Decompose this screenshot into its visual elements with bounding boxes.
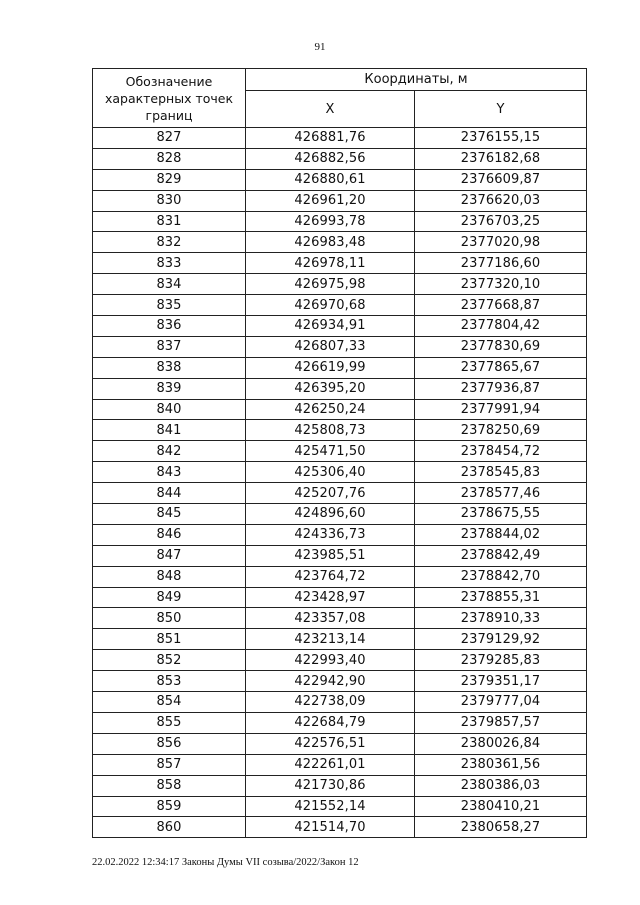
y-coordinate-cell: 2378545,83 [415,462,587,483]
table-row [93,545,587,566]
header-x: X [246,91,415,128]
y-coordinate-cell: 2376609,87 [415,169,587,190]
point-cell: 829 [93,169,246,190]
point-cell: 838 [93,357,246,378]
x-coordinate-cell: 424896,60 [246,504,415,525]
y-coordinate-cell: 2380026,84 [415,733,587,754]
table-row [93,629,587,650]
x-coordinate-cell: 421730,86 [246,775,415,796]
y-coordinate-cell: 2379777,04 [415,692,587,713]
x-coordinate-cell: 426250,24 [246,399,415,420]
table-row [93,169,587,190]
coordinates-table [92,68,587,838]
header-designation: Обозначение характерных точек границ [93,69,246,128]
y-coordinate-cell: 2378910,33 [415,608,587,629]
x-coordinate-cell: 426882,56 [246,148,415,169]
point-cell: 846 [93,524,246,545]
table-row [93,253,587,274]
table-row [93,211,587,232]
point-cell: 831 [93,211,246,232]
y-coordinate-cell: 2377865,67 [415,357,587,378]
x-coordinate-cell: 423357,08 [246,608,415,629]
point-cell: 860 [93,817,246,838]
y-coordinate-cell: 2379857,57 [415,712,587,733]
table-row [93,316,587,337]
point-cell: 857 [93,754,246,775]
point-cell: 853 [93,671,246,692]
table-row [93,754,587,775]
point-cell: 835 [93,295,246,316]
table-row [93,357,587,378]
y-coordinate-cell: 2377668,87 [415,295,587,316]
table-row [93,712,587,733]
point-cell: 834 [93,274,246,295]
point-cell: 828 [93,148,246,169]
x-coordinate-cell: 425207,76 [246,483,415,504]
table-row [93,128,587,149]
point-cell: 842 [93,441,246,462]
point-cell: 844 [93,483,246,504]
header-coordinates: Координаты, м [246,69,587,91]
point-cell: 858 [93,775,246,796]
table-row [93,671,587,692]
table-row [93,441,587,462]
point-cell: 836 [93,316,246,337]
x-coordinate-cell: 422993,40 [246,650,415,671]
point-cell: 859 [93,796,246,817]
y-coordinate-cell: 2378842,49 [415,545,587,566]
table-row [93,378,587,399]
x-coordinate-cell: 422576,51 [246,733,415,754]
point-cell: 833 [93,253,246,274]
x-coordinate-cell: 423764,72 [246,566,415,587]
x-coordinate-cell: 422738,09 [246,692,415,713]
table-row [93,524,587,545]
table-row [93,483,587,504]
y-coordinate-cell: 2380386,03 [415,775,587,796]
table-row [93,608,587,629]
point-cell: 841 [93,420,246,441]
point-cell: 837 [93,336,246,357]
x-coordinate-cell: 426619,99 [246,357,415,378]
point-cell: 856 [93,733,246,754]
y-coordinate-cell: 2378675,55 [415,504,587,525]
x-coordinate-cell: 423428,97 [246,587,415,608]
table-row [93,148,587,169]
y-coordinate-cell: 2378454,72 [415,441,587,462]
table-row [93,336,587,357]
y-coordinate-cell: 2379285,83 [415,650,587,671]
y-coordinate-cell: 2376703,25 [415,211,587,232]
point-cell: 827 [93,128,246,149]
table-row [93,650,587,671]
y-coordinate-cell: 2378842,70 [415,566,587,587]
table-row [93,295,587,316]
y-coordinate-cell: 2376182,68 [415,148,587,169]
point-cell: 854 [93,692,246,713]
y-coordinate-cell: 2377020,98 [415,232,587,253]
y-coordinate-cell: 2376620,03 [415,190,587,211]
y-coordinate-cell: 2380658,27 [415,817,587,838]
point-cell: 852 [93,650,246,671]
x-coordinate-cell: 422942,90 [246,671,415,692]
table-row [93,587,587,608]
point-cell: 850 [93,608,246,629]
x-coordinate-cell: 421552,14 [246,796,415,817]
table-row [93,190,587,211]
point-cell: 849 [93,587,246,608]
x-coordinate-cell: 423985,51 [246,545,415,566]
table-row [93,462,587,483]
point-cell: 832 [93,232,246,253]
header-row-top [93,69,587,91]
y-coordinate-cell: 2378577,46 [415,483,587,504]
x-coordinate-cell: 424336,73 [246,524,415,545]
document-footer: 22.02.2022 12:34:17 Законы Думы VII созыва/2022/Закон 12 [92,857,359,868]
y-coordinate-cell: 2378844,02 [415,524,587,545]
x-coordinate-cell: 426961,20 [246,190,415,211]
y-coordinate-cell: 2378250,69 [415,420,587,441]
y-coordinate-cell: 2377804,42 [415,316,587,337]
x-coordinate-cell: 425808,73 [246,420,415,441]
table-row [93,420,587,441]
x-coordinate-cell: 423213,14 [246,629,415,650]
y-coordinate-cell: 2377186,60 [415,253,587,274]
table-row [93,796,587,817]
point-cell: 830 [93,190,246,211]
x-coordinate-cell: 425471,50 [246,441,415,462]
x-coordinate-cell: 422684,79 [246,712,415,733]
x-coordinate-cell: 426983,48 [246,232,415,253]
x-coordinate-cell: 426880,61 [246,169,415,190]
point-cell: 848 [93,566,246,587]
y-coordinate-cell: 2379129,92 [415,629,587,650]
y-coordinate-cell: 2377320,10 [415,274,587,295]
table-row [93,817,587,838]
y-coordinate-cell: 2377936,87 [415,378,587,399]
table-row [93,775,587,796]
point-cell: 851 [93,629,246,650]
table-row [93,733,587,754]
x-coordinate-cell: 422261,01 [246,754,415,775]
y-coordinate-cell: 2376155,15 [415,128,587,149]
y-coordinate-cell: 2380361,56 [415,754,587,775]
y-coordinate-cell: 2378855,31 [415,587,587,608]
x-coordinate-cell: 426978,11 [246,253,415,274]
y-coordinate-cell: 2379351,17 [415,671,587,692]
header-y: Y [415,91,587,128]
x-coordinate-cell: 425306,40 [246,462,415,483]
table-body [93,128,587,838]
x-coordinate-cell: 426395,20 [246,378,415,399]
y-coordinate-cell: 2377830,69 [415,336,587,357]
y-coordinate-cell: 2377991,94 [415,399,587,420]
point-cell: 845 [93,504,246,525]
point-cell: 840 [93,399,246,420]
table-row [93,692,587,713]
x-coordinate-cell: 426970,68 [246,295,415,316]
x-coordinate-cell: 426934,91 [246,316,415,337]
table-row [93,504,587,525]
point-cell: 855 [93,712,246,733]
y-coordinate-cell: 2380410,21 [415,796,587,817]
point-cell: 839 [93,378,246,399]
page-number: 91 [314,41,326,53]
x-coordinate-cell: 426993,78 [246,211,415,232]
table-row [93,399,587,420]
point-cell: 843 [93,462,246,483]
x-coordinate-cell: 421514,70 [246,817,415,838]
x-coordinate-cell: 426881,76 [246,128,415,149]
table-header [93,69,587,128]
x-coordinate-cell: 426975,98 [246,274,415,295]
table-row [93,566,587,587]
point-cell: 847 [93,545,246,566]
x-coordinate-cell: 426807,33 [246,336,415,357]
table-row [93,274,587,295]
table-row [93,232,587,253]
